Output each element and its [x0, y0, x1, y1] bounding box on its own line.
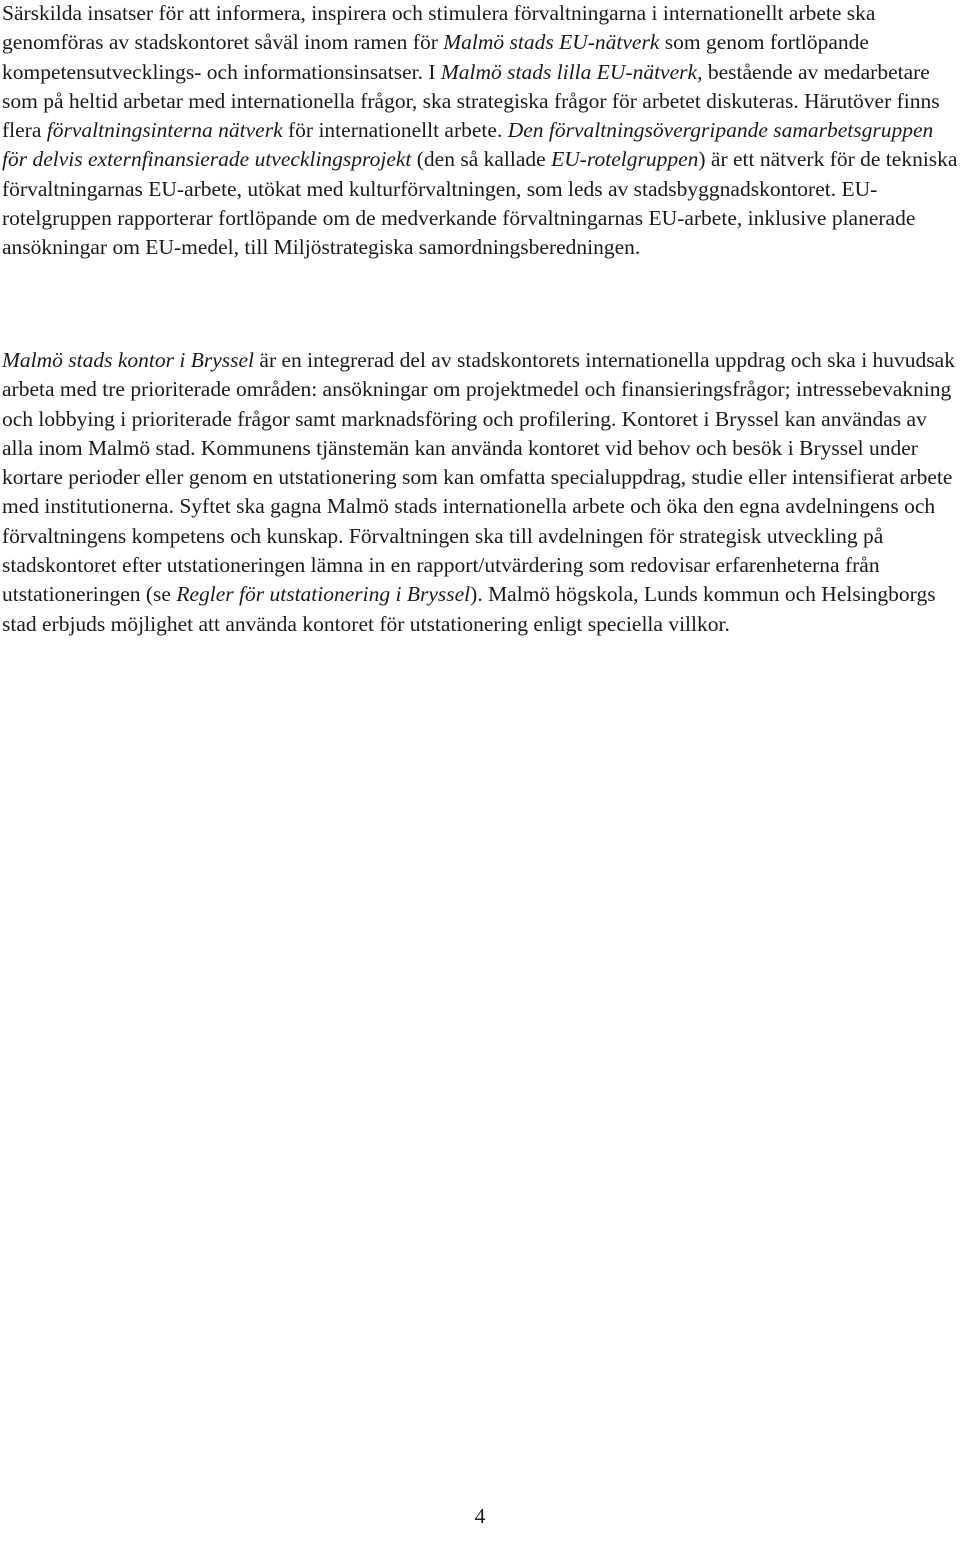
- text-segment-italic: Malmö stads EU-nätverk: [443, 30, 660, 55]
- text-segment: ) är ett nätverk för de tekniska förvaltningarnas EU-arbete, utökat med kulturförvaltningen, som leds av stadsbyggnadskontoret. EU-rotelgruppen rapporterar fortlöpande om de medverkande förvaltningarnas EU-arbete, inklusive planerade ansökningar om EU-medel, till Miljöstrategiska samordningsberedningen.: [2, 147, 958, 260]
- text-segment: är en integrerad del av stadskontorets internationella uppdrag och ska i huvudsak arbeta med tre prioriterade områden: ansökningar om projektmedel och finansieringsfrågor; intressebevakning och lobbying i prioriterade frågor samt marknadsföring och profilering. Kontoret i Bryssel kan användas av alla inom Malmö stad. Kommunens tjänstemän kan använda kontoret vid behov och besök i Bryssel under kortare perioder eller genom en utstationering som kan omfatta specialuppdrag, studie eller intensifierat arbete med institutionerna. Syftet ska gagna Malmö stads internationella arbete och öka den egna avdelningens och förvaltningens kompetens och kunskap. Förvaltningen ska till avdelningen för strategisk utveckling på stadskontoret efter utstationeringen lämna in en rapport/utvärdering som redovisar erfarenheterna från utstationeringen (se: [2, 348, 955, 607]
- text-segment-italic: Den förvaltningsövergripande samarbetsgruppen för delvis externfinansierade utvecklingsprojekt: [2, 118, 934, 172]
- text-segment: ). Malmö högskola, Lunds kommun och Helsingborgs stad erbjuds möjlighet att använda kontoret för utstationering enligt speciella villkor.: [2, 582, 936, 636]
- text-segment: Särskilda insatser för att informera, inspirera och stimulera förvaltningarna i internationellt arbete ska genomföras av stadskontoret såväl inom ramen för: [2, 1, 876, 55]
- text-segment: för internationellt arbete.: [282, 118, 508, 143]
- paragraph-brussels-office: [2, 346, 960, 639]
- text-segment-italic: Malmö stads kontor i Bryssel: [2, 348, 255, 372]
- text-segment: som genom fortlöpande kompetensutvecklings- och informationsinsatser. I: [2, 30, 869, 84]
- text-segment-italic: Regler för utstationering i Bryssel: [176, 582, 471, 607]
- paragraph-eu-networks: [2, 0, 960, 263]
- text-segment: , bestående av medarbetare som på heltid arbetar med internationella frågor, ska strategiska frågor för arbetet diskuteras. Härutöver finns flera: [2, 59, 940, 143]
- text-segment-italic: förvaltningsinterna nätverk: [46, 118, 283, 143]
- page-number: 4: [474, 1504, 486, 1528]
- text-segment: (den så kallade: [411, 147, 552, 172]
- text-segment-italic: EU-rotelgruppen: [551, 147, 699, 172]
- text-segment-italic: Malmö stads lilla EU-nätverk: [440, 59, 698, 84]
